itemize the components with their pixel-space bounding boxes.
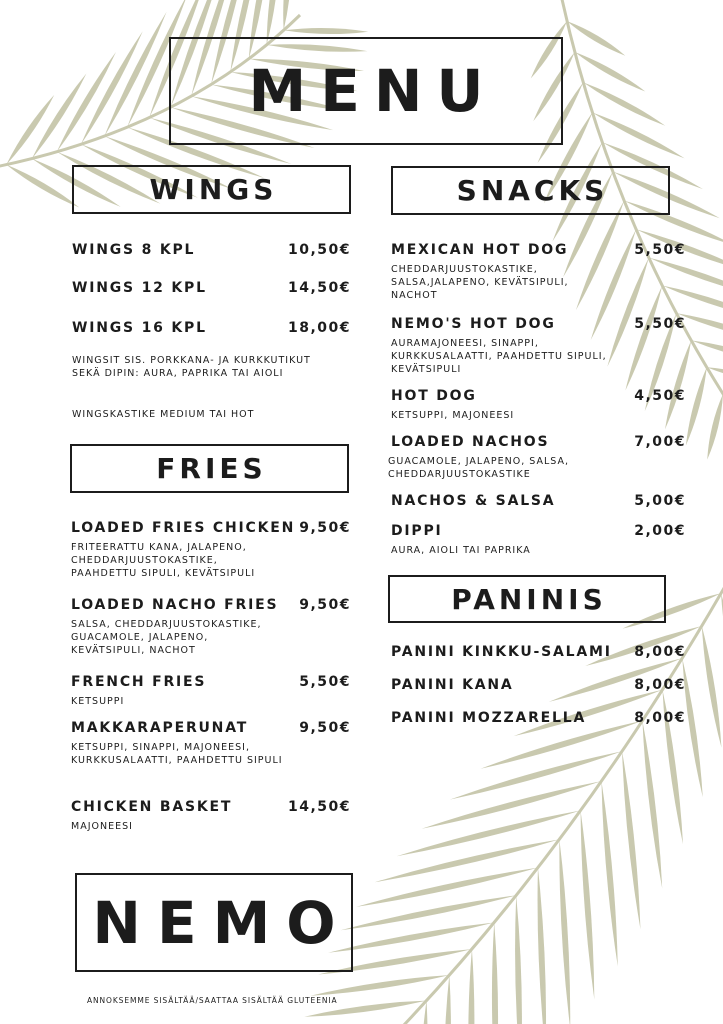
item-price: 2,00€ (634, 523, 686, 539)
item-description: SALSA, CHEDDARJUUSTOKASTIKE, GUACAMOLE, JALAPENO, KEVÄTSIPULI, NACHOT (71, 619, 262, 656)
gluten-footnote: ANNOKSEMME SISÄLTÄÄ/SAATTAA SISÄLTÄÄ GLUTEENIA (87, 996, 338, 1005)
menu-title-box (169, 37, 563, 145)
menu-item-hot-dog (391, 388, 686, 422)
menu-item-panini-mozzarella (391, 710, 686, 726)
menu-item-panini-kana (391, 677, 686, 693)
item-name: FRENCH FRIES (71, 674, 207, 690)
item-price: 8,00€ (634, 710, 686, 726)
snacks-section-title: SNACKS (456, 174, 609, 207)
item-description: KETSUPPI, MAJONEESI (391, 410, 515, 421)
item-price: 5,50€ (634, 242, 686, 258)
item-name: PANINI KANA (391, 677, 514, 693)
item-price: 14,50€ (287, 280, 351, 296)
item-name: LOADED NACHOS (391, 434, 550, 450)
wings-note-dips: WINGSIT SIS. PORKKANA- JA KURKKUTIKUT SEKÄ DIPIN: AURA, PAPRIKA TAI AIOLI (72, 355, 311, 379)
menu-item-loaded-nacho-fries (71, 597, 351, 657)
item-name: WINGS 12 KPL (72, 280, 207, 296)
item-description: FRITEERATTU KANA, JALAPENO, CHEDDARJUUSTOKASTIKE, PAAHDETTU SIPULI, KEVÄTSIPULI (71, 542, 256, 579)
item-name: PANINI KINKKU-SALAMI (391, 644, 612, 660)
menu-item-panini-kinkku-salami (391, 644, 686, 660)
fries-section-header (70, 444, 349, 493)
item-name: DIPPI (391, 523, 443, 539)
brand-name: NEMO (92, 888, 352, 957)
item-description: AURA, AIOLI TAI PAPRIKA (391, 545, 531, 556)
item-name: NEMO'S HOT DOG (391, 316, 556, 332)
item-description: AURAMAJONEESI, SINAPPI, KURKKUSALAATTI, PAAHDETTU SIPULI, KEVÄTSIPULI (391, 338, 607, 375)
item-price: 5,50€ (634, 316, 686, 332)
item-name: MEXICAN HOT DOG (391, 242, 569, 258)
item-price: 8,00€ (634, 677, 686, 693)
item-price: 10,50€ (287, 242, 351, 258)
menu-item-wings-8 (72, 242, 351, 258)
paninis-section-header (388, 575, 666, 623)
fries-section-title: FRIES (156, 452, 267, 485)
menu-item-nachos-salsa (391, 493, 686, 509)
item-price: 9,50€ (299, 597, 351, 613)
item-description: GUACAMOLE, JALAPENO, SALSA, CHEDDARJUUSTOKASTIKE (388, 456, 570, 480)
menu-item-nemos-hot-dog (391, 316, 686, 376)
menu-item-wings-16 (72, 320, 351, 336)
menu-item-mexican-hot-dog (391, 242, 686, 302)
menu-item-makkaraperunat (71, 720, 351, 767)
item-name: MAKKARAPERUNAT (71, 720, 249, 736)
item-description: MAJONEESI (71, 821, 133, 832)
item-name: LOADED NACHO FRIES (71, 597, 279, 613)
item-name: WINGS 8 KPL (72, 242, 196, 258)
item-name: WINGS 16 KPL (72, 320, 207, 336)
menu-item-wings-12 (72, 280, 351, 296)
menu-item-french-fries (71, 674, 351, 708)
wings-section-title: WINGS (149, 173, 278, 206)
item-description: CHEDDARJUUSTOKASTIKE, SALSA,JALAPENO, KEVÄTSIPULI, NACHOT (391, 264, 569, 301)
item-name: LOADED FRIES CHICKEN (71, 520, 296, 536)
item-price: 4,50€ (634, 388, 686, 404)
snacks-section-header (391, 166, 670, 215)
menu-item-loaded-fries-chicken (71, 520, 351, 580)
wings-note-sauce: WINGSKASTIKE MEDIUM TAI HOT (72, 409, 255, 420)
menu-item-loaded-nachos (388, 434, 686, 481)
menu-item-chicken-basket (71, 799, 351, 833)
item-price: 18,00€ (287, 320, 351, 336)
brand-logo-box (75, 873, 353, 972)
item-name: PANINI MOZZARELLA (391, 710, 587, 726)
menu-item-dippi (391, 523, 686, 557)
item-price: 9,50€ (299, 720, 351, 736)
item-price: 5,50€ (299, 674, 351, 690)
item-description: KETSUPPI, SINAPPI, MAJONEESI, KURKKUSALAATTI, PAAHDETTU SIPULI (71, 742, 283, 766)
item-price: 9,50€ (299, 520, 351, 536)
item-description: KETSUPPI (71, 696, 125, 707)
item-name: NACHOS & SALSA (391, 493, 556, 509)
wings-section-header (72, 165, 351, 214)
paninis-section-title: PANINIS (451, 582, 607, 616)
item-name: HOT DOG (391, 388, 477, 404)
item-price: 7,00€ (634, 434, 686, 450)
item-price: 14,50€ (287, 799, 351, 815)
item-price: 5,00€ (634, 493, 686, 509)
item-price: 8,00€ (634, 644, 686, 660)
menu-title: MENU (248, 57, 498, 125)
item-name: CHICKEN BASKET (71, 799, 233, 815)
